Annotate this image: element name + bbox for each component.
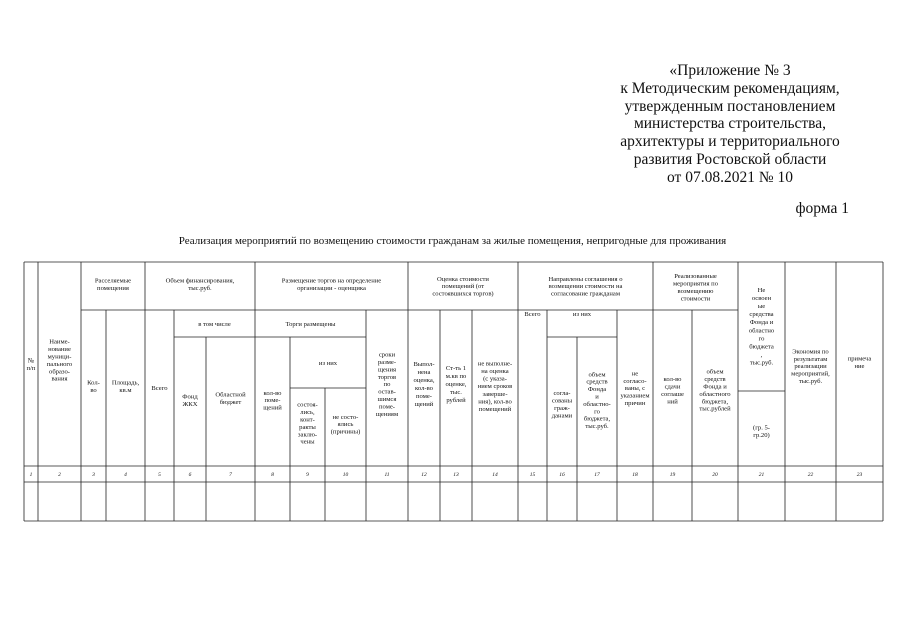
header-formula: (гр. 5-гр.20)	[753, 424, 770, 439]
appendix-line: от 07.08.2021 № 10	[667, 168, 793, 186]
header-no: № п/п	[26, 357, 36, 372]
header-price-per-sqm: Ст-ть 1 м.кв по оценке, тыс. рублей	[445, 365, 467, 405]
header-valuation-not-done: не выполне-на оценка (с указа-нием сроков заверше-ния), кол-во помещений	[477, 360, 513, 413]
header-rooms-count: кол-во поме-щений	[263, 389, 282, 412]
header-financing-group: Объем финансирования, тыс.руб.	[165, 277, 235, 292]
appendix-line: к Методическим рекомендациям,	[620, 79, 840, 97]
header-financing-total: Всего	[151, 385, 168, 393]
column-number: 6	[188, 472, 192, 478]
header-including: в том числе	[198, 321, 231, 329]
appendix-line: «Приложение № 3	[669, 62, 791, 79]
header-resettled-group: Расселяемые помещения	[94, 277, 132, 292]
form-label: форма 1	[795, 200, 849, 217]
column-number: 16	[559, 472, 565, 478]
header-funds-volume: объем средств Фонда и областного бюджета, тыс.рублей	[699, 368, 731, 413]
header-fund-volume: объем средств Фонда и областно-го бюджета, тыс.руб.	[583, 371, 611, 431]
column-number: 5	[158, 472, 161, 478]
header-auction-terms: сроки разме-щения торгов по остав-шимся поме-щениям	[375, 351, 399, 418]
column-number: 10	[342, 472, 349, 478]
column-number: 18	[632, 472, 638, 478]
header-auction-group: Размещение торгов на определение организации - оценщика	[281, 277, 382, 292]
column-number: 3	[92, 472, 95, 478]
header-note: примеча ние	[847, 355, 872, 370]
header-count: Кол-во	[87, 379, 100, 394]
header-unused-funds: Не освоен ые средства Фонда и областно го бюджета , тыс.руб.	[748, 286, 775, 367]
column-number: 1	[29, 472, 33, 478]
column-number: 12	[421, 472, 427, 478]
column-number: 17	[594, 472, 600, 478]
column-number: 11	[384, 472, 390, 478]
header-agreements-group: Направлены соглашения о возмещении стоимости на согласование гражданам	[548, 275, 623, 298]
appendix-line: утвержденным постановлением	[624, 97, 836, 115]
header-agreements-total: Всего	[524, 311, 541, 319]
column-number: 9	[306, 472, 309, 478]
column-number: 19	[669, 472, 676, 478]
header-fund-zhkh: Фонд ЖКХ	[182, 393, 198, 408]
header-not-agreed: не согласо-ваны, с указанием причин	[620, 370, 650, 407]
column-number: 22	[807, 472, 814, 478]
column-number: 20	[712, 472, 718, 478]
appendix-line: архитектуры и территориального	[620, 133, 840, 151]
column-number: 23	[856, 472, 863, 478]
column-number: 13	[453, 472, 459, 478]
column-number: 14	[492, 472, 498, 478]
column-number: 2	[58, 472, 61, 478]
column-number: 8	[271, 472, 274, 478]
column-number: 15	[529, 472, 536, 478]
appendix-line: развития Ростовской области	[633, 150, 827, 168]
appendix-line: министерства строительства,	[633, 115, 827, 133]
column-number: 4	[124, 472, 127, 478]
column-number: 21	[758, 472, 765, 478]
header-auctions-held: состоя-лись, конт-ракты заклю-чены	[297, 401, 318, 446]
header-valuation-done: Выпол-нена оценка, кол-во поме-щений	[413, 361, 435, 409]
document-title: Реализация мероприятий по возмещению стоимости гражданам за жилые помещения, непригодные для проживания	[178, 235, 727, 247]
header-implemented-group: Реализованные мероприятия по возмещению стоимости	[673, 273, 718, 303]
column-number: 7	[229, 472, 232, 478]
header-area: Площадь, кв.м	[111, 379, 140, 394]
header-savings: Экономия по результатам реализации мероприятий, тыс.руб.	[791, 348, 830, 385]
header-municipality: Наиме-нование муници-пального образо-вания	[46, 338, 73, 383]
header-of-them-auctions: из них	[318, 360, 338, 368]
header-auctions-placed: Торги размещены	[285, 321, 336, 329]
header-auctions-failed: не состо-ялись (причины)	[330, 413, 361, 436]
header-regional-budget: Областной бюджет	[215, 391, 246, 406]
header-agreements-count: кол-во сдачи соглаше ний	[661, 376, 684, 406]
header-valuation-group: Оценка стоимости помещений (от состоявшихся торгов)	[432, 275, 494, 298]
header-agreed: согла-сованы граж-данами	[551, 390, 573, 420]
header-of-them-agreements: из них	[572, 311, 592, 319]
